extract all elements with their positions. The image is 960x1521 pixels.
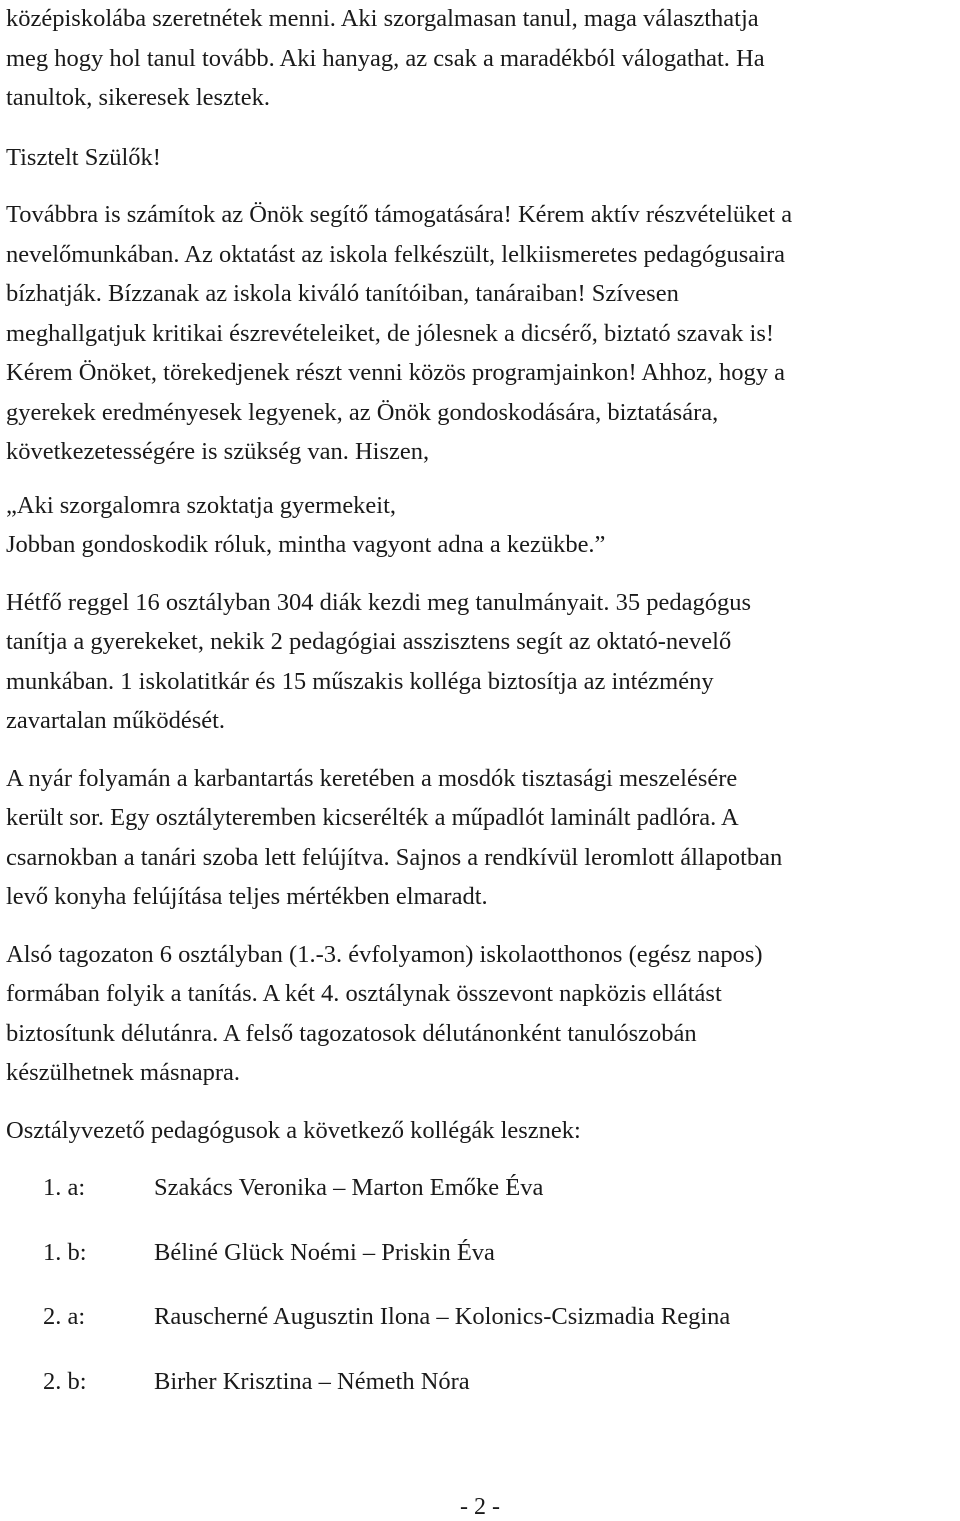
text-line: A nyár folyamán a karbantartás keretében a mosdók tisztasági meszelésére: [6, 764, 738, 792]
paragraph-appeal: [6, 195, 956, 472]
paragraph-stats: [6, 583, 956, 741]
text-line: munkában. 1 iskolatitkár és 15 műszakis kolléga biztosítja az intézmény: [6, 667, 714, 695]
paragraph-schedule: [6, 935, 956, 1093]
text-line: tanítja a gyerekeket, nekik 2 pedagógiai asszisztens segít az oktató-nevelő: [6, 628, 732, 655]
text-line: meghallgatjuk kritikai észrevételeiket, de jólesnek a dicsérő, biztató szavak is!: [6, 319, 775, 347]
page-number: - 2 -: [460, 1494, 500, 1520]
teacher-names: Birher Krisztina – Németh Nóra: [154, 1367, 470, 1395]
text-line: bízhatják. Bízzanak az iskola kiváló tanítóiban, tanáraiban! Szívesen: [6, 280, 679, 307]
class-label: 1. b:: [43, 1238, 87, 1266]
text-line: középiskolába szeretnétek menni. Aki szorgalmasan tanul, maga választhatja: [6, 5, 759, 32]
paragraph-maintenance: [6, 759, 956, 917]
text-line: Továbbra is számítok az Önök segítő támogatására! Kérem aktív részvételüket a: [6, 201, 793, 228]
text-line: készülhetnek másnapra.: [6, 1059, 241, 1086]
greeting-heading: Tisztelt Szülők!: [6, 143, 161, 171]
class-label: 1. a:: [43, 1174, 86, 1201]
document-page: [6, 0, 956, 1426]
text-line: tanultok, sikeresek lesztek.: [6, 84, 270, 111]
class-label: 2. a:: [43, 1303, 86, 1330]
teacher-names: Szakács Veronika – Marton Emőke Éva: [154, 1174, 544, 1201]
text-line: meg hogy hol tanul tovább. Aki hanyag, az csak a maradékból válogathat. Ha: [6, 44, 765, 72]
teacher-names: Rauscherné Augusztin Ilona – Kolonics-Csizmadia Regina: [154, 1303, 731, 1330]
teacher-names: Béliné Glück Noémi – Priskin Éva: [154, 1238, 495, 1266]
list-item: [6, 1297, 956, 1337]
quote-block: [6, 486, 956, 565]
text-line: Alsó tagozaton 6 osztályban (1.-3. évfolyamon) iskolaotthonos (egész napos): [6, 940, 763, 968]
quote-line: „Aki szorgalomra szoktatja gyermekeit,: [6, 491, 397, 519]
text-line: levő konyha felújítása teljes mértékben elmaradt.: [6, 883, 488, 910]
text-line: formában folyik a tanítás. A két 4. osztálynak összevont napközis ellátást: [6, 980, 722, 1007]
text-line: következetességére is szükség van. Hiszen,: [6, 438, 430, 465]
paragraph-intro: [6, 0, 956, 118]
class-teacher-list: [6, 1168, 956, 1401]
text-line: nevelőmunkában. Az oktatást az iskola felkészült, lelkiismeretes pedagógusaira: [6, 240, 785, 268]
list-item: [6, 1362, 956, 1402]
class-label: 2. b:: [43, 1367, 87, 1395]
text-line: csarnokban a tanári szoba lett felújítva. Sajnos a rendkívül leromlott állapotban: [6, 843, 783, 871]
text-line: zavartalan működését.: [6, 707, 226, 734]
list-item: [6, 1168, 956, 1208]
text-line: biztosítunk délutánra. A felső tagozatosok délutánonként tanulószobán: [6, 1019, 697, 1047]
text-line: Hétfő reggel 16 osztályban 304 diák kezdi meg tanulmányait. 35 pedagógus: [6, 588, 752, 616]
text-line: Kérem Önöket, törekedjenek részt venni közös programjainkon! Ahhoz, hogy a: [6, 359, 785, 386]
list-item: [6, 1233, 956, 1273]
quote-line: Jobban gondoskodik róluk, mintha vagyont adna a kezükbe.”: [6, 531, 606, 558]
text-line: került sor. Egy osztályteremben kicserélték a műpadlót laminált padlóra. A: [6, 804, 739, 831]
paragraph-teachers-intro: Osztályvezető pedagógusok a következő kollégák lesznek:: [6, 1116, 581, 1144]
text-line: gyerekek eredményesek legyenek, az Önök gondoskodására, biztatására,: [6, 398, 719, 426]
